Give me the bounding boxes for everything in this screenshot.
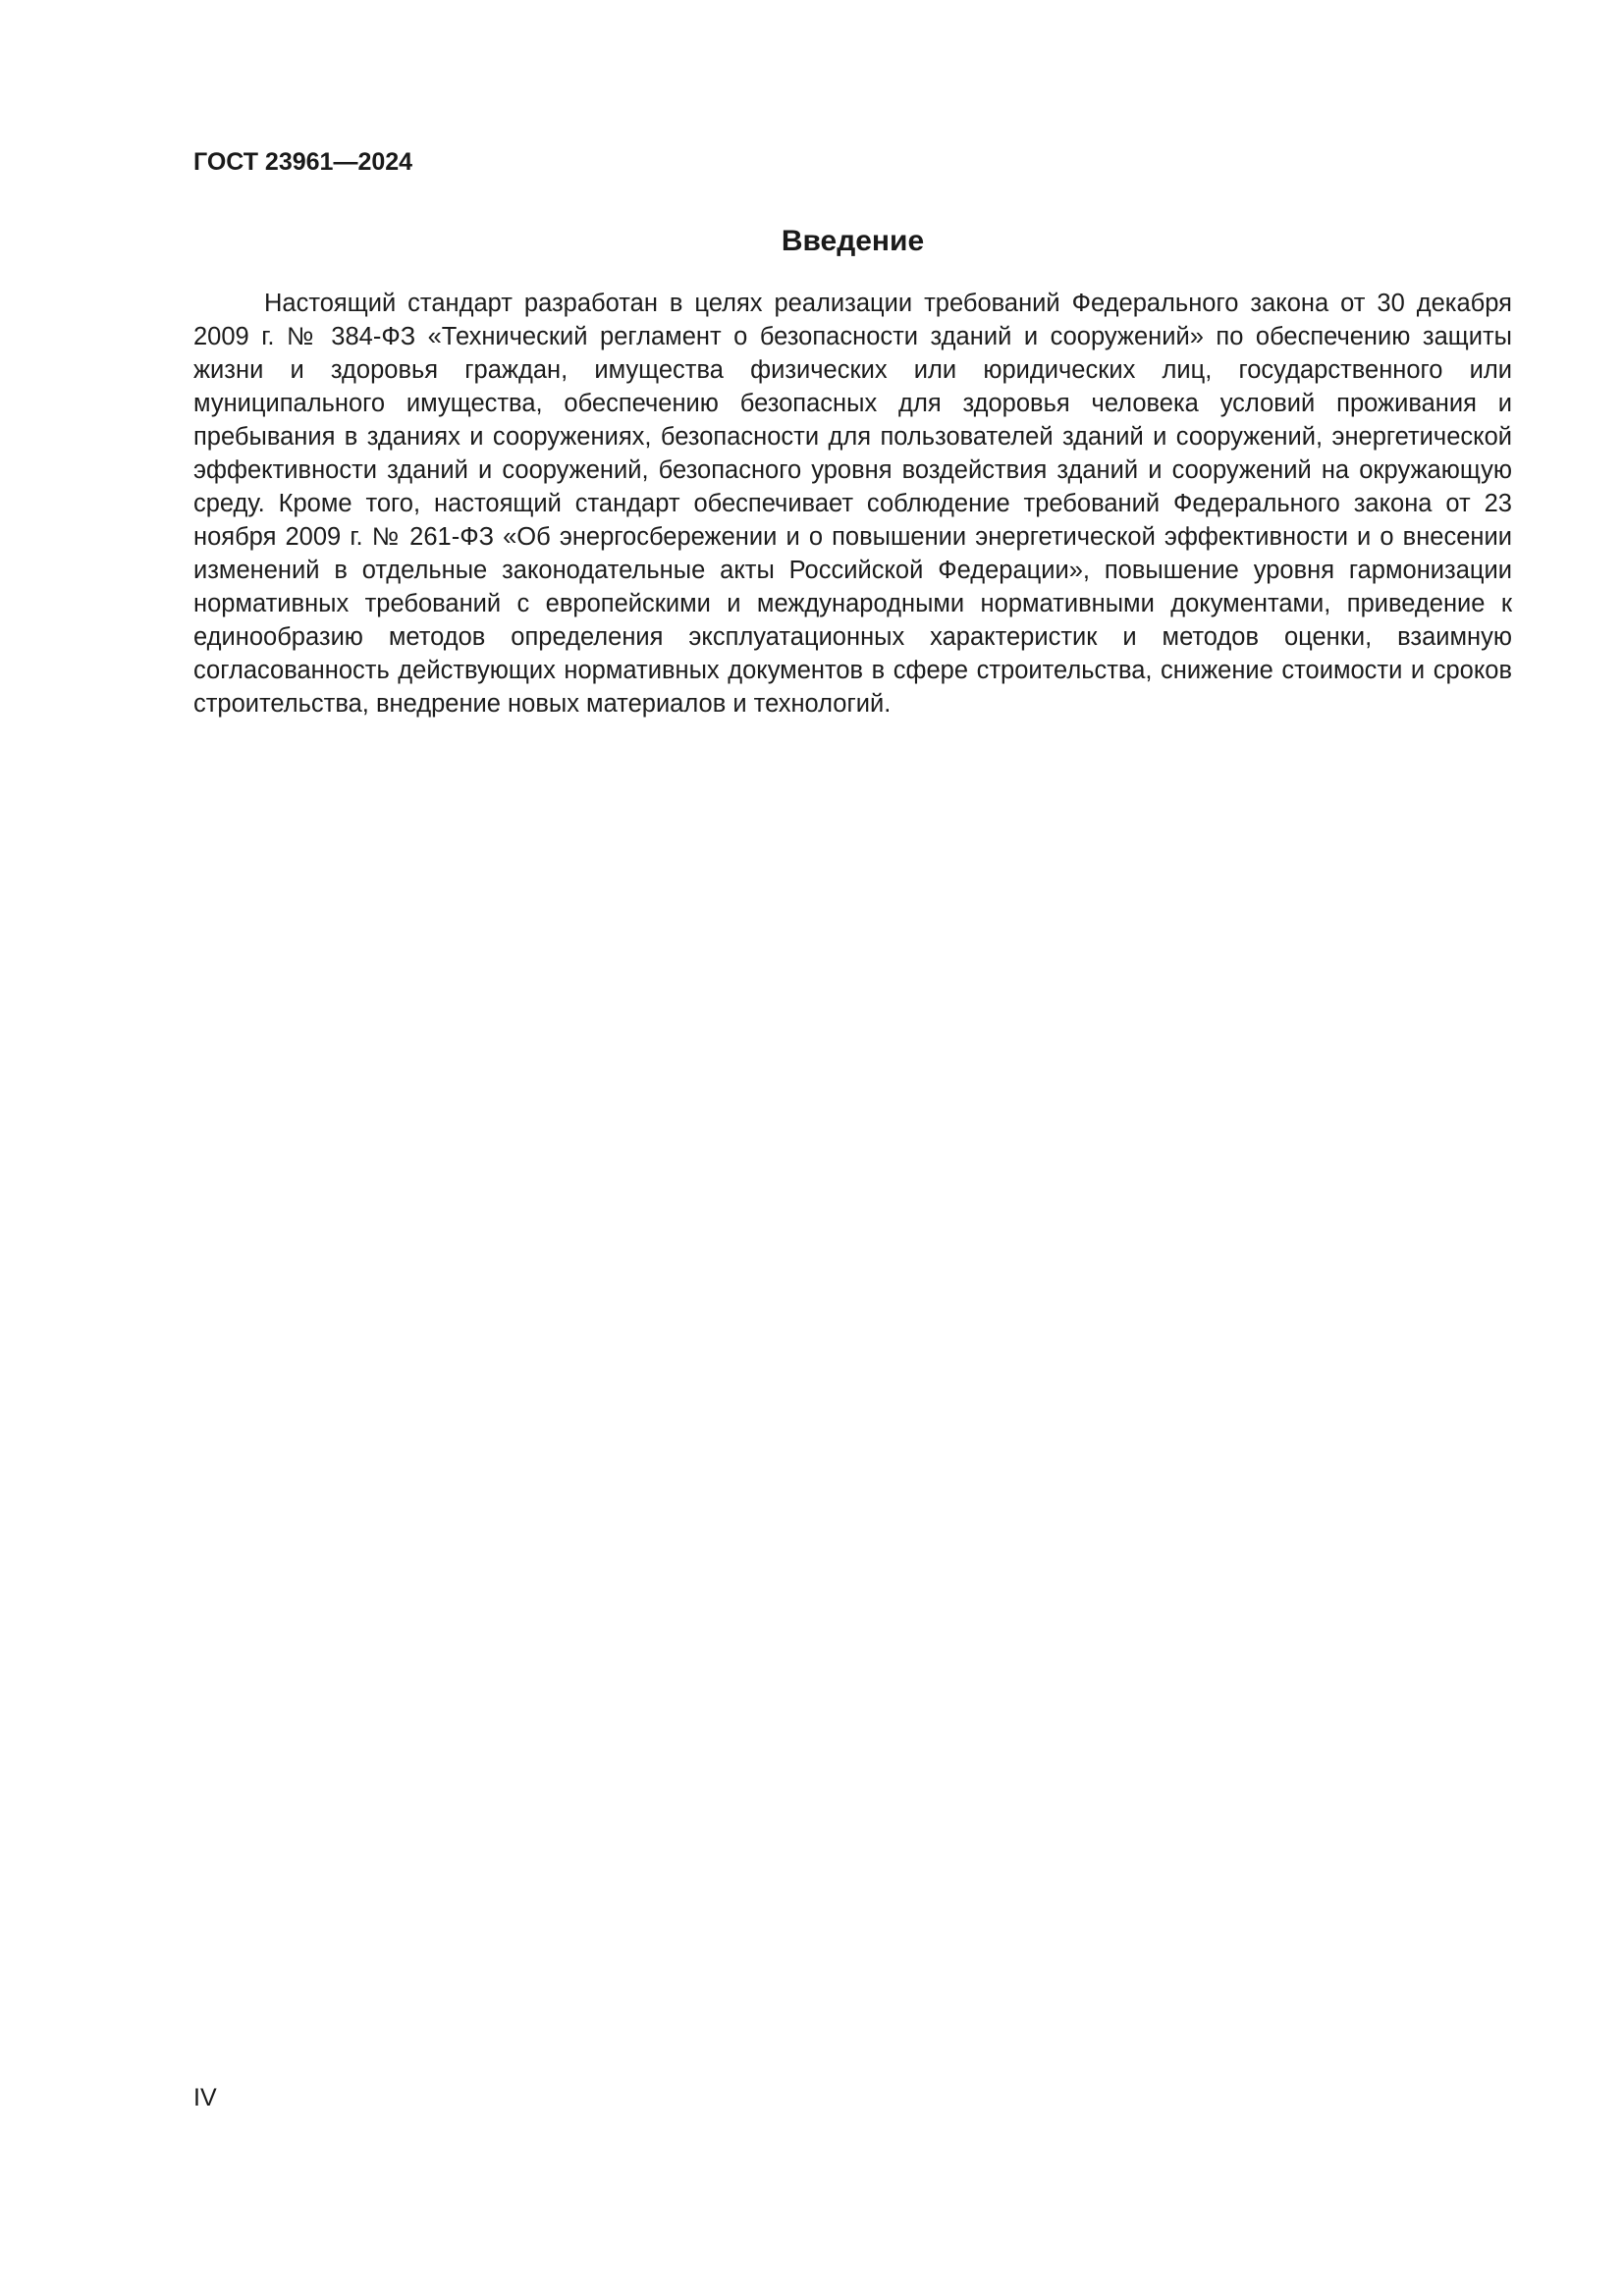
page-number: IV: [193, 2084, 217, 2111]
introduction-paragraph: Настоящий стандарт разработан в целях реализации требований Федерального закона от 30 декабря 2009 г. № 384-ФЗ «Технический регламент о безопасности зданий и сооружений» по обеспечению защиты жизни и здоровья граждан, имущества физических или юридических лиц, государственного или муниципального имущества, обеспечению безопасных для здоровья человека условий проживания и пребывания в зданиях и сооружениях, безопасности для пользователей зданий и сооружений, энергетической эффективности зданий и сооружений, безопасного уровня воздействия зданий и сооружений на окружающую среду. Кроме того, настоящий стандарт обеспечивает соблюдение требований Федерального закона от 23 ноября 2009 г. № 261-ФЗ «Об энергосбережении и о повышении энергетической эффективности и о внесении изменений в отдельные законодательные акты Российской Федерации», повышение уровня гармонизации нормативных требований с европейскими и международными нормативными документами, приведение к единообразию методов определения эксплуатационных характеристик и методов оценки, взаимную согласованность действующих нормативных документов в сфере строительства, снижение стоимости и сроков строительства, внедрение новых материалов и технологий.: [193, 290, 1512, 718]
section-title: Введение: [781, 225, 925, 257]
document-code: ГОСТ 23961—2024: [193, 148, 413, 176]
